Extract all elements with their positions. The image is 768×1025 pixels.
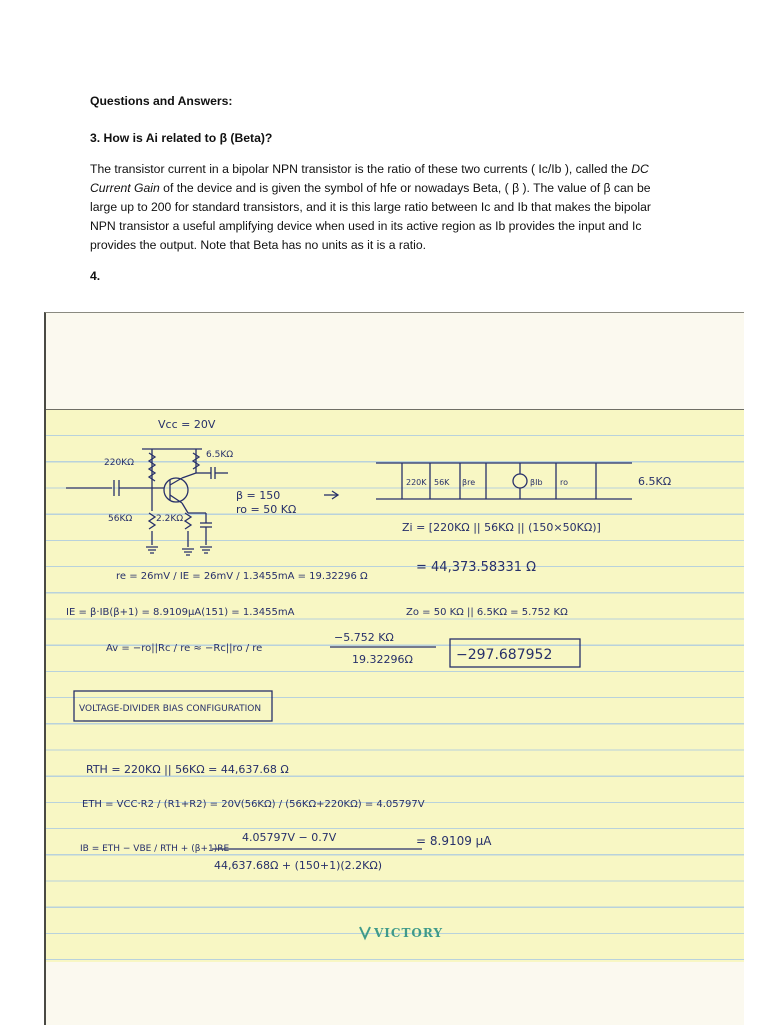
eq-ie: IE = β·IB(β+1) = 8.9109µA(151) = 1.3455mA xyxy=(66,607,295,618)
eq-ib-denominator: 44,637.68Ω + (150+1)(2.2KΩ) xyxy=(214,859,383,872)
document-text xyxy=(90,92,680,286)
eq-av-denominator: 19.32296Ω xyxy=(352,653,413,666)
answer-3-italic: DC Current Gain xyxy=(90,162,649,195)
note-re: 2.2KΩ xyxy=(156,514,184,524)
eq-eth: ETH = VCC·R2 / (R1+R2) = 20V(56KΩ) / (56KΩ+220KΩ) = 4.05797V xyxy=(82,799,425,810)
answer-3 xyxy=(90,160,680,255)
note-vcc: Vcc = 20V xyxy=(158,418,216,431)
page-heading: Questions and Answers: xyxy=(90,94,233,108)
scanned-notes xyxy=(44,312,744,1025)
note-ro: ro = 50 KΩ xyxy=(236,503,297,516)
ac-rc-label: 6.5KΩ xyxy=(638,475,672,488)
ac-r1-label: 220K xyxy=(406,478,427,487)
ac-source-label: βIb xyxy=(530,478,543,487)
note-r2: 56KΩ xyxy=(108,514,133,524)
eq-ib: IB = ETH − VBE / RTH + (β+1)RE xyxy=(80,844,230,854)
ac-r2-label: 56K xyxy=(434,478,450,487)
eq-av-value: −297.687952 xyxy=(456,647,553,663)
note-r1: 220KΩ xyxy=(104,458,134,468)
answer-3-part1: The transistor current in a bipolar NPN transistor is the ratio of these two currents ( Ic/Ib ), called the xyxy=(90,162,632,176)
ac-ro-label: ro xyxy=(560,478,569,487)
eq-ib-value: = 8.9109 µA xyxy=(416,834,492,848)
transistor-circuit-schematic xyxy=(66,449,228,555)
eq-rth: RTH = 220KΩ || 56KΩ = 44,637.68 Ω xyxy=(86,763,289,776)
eq-av: Av = −ro||Rc / re ≈ −Rc||ro / re xyxy=(106,643,263,654)
question-4: 4. xyxy=(90,269,101,283)
answer-3-part2: of the device and is given the symbol of hfe or nowadays Beta, ( β ). The value of β can be large up to 200 for standard transistors, and it is this large ratio between Ic and Ib that makes the bipolar NPN transistor a useful amplifying device when used in its active region as Ib provides the input and Ic provides the output. Note that Beta has no units as it is a ratio. xyxy=(90,181,651,252)
eq-zo: Zo = 50 KΩ || 6.5KΩ = 5.752 KΩ xyxy=(406,607,568,618)
eq-re: re = 26mV / IE = 26mV / 1.3455mA = 19.32296 Ω xyxy=(116,571,368,582)
eq-zi-value: = 44,373.58331 Ω xyxy=(416,560,537,575)
eq-zi: Zi = [220KΩ || 56KΩ || (150×50KΩ)] xyxy=(402,521,601,534)
note-beta: β = 150 xyxy=(236,489,281,502)
ac-equivalent-circuit xyxy=(324,463,632,499)
question-3: 3. How is Ai related to β (Beta)? xyxy=(90,131,273,145)
config-label: VOLTAGE-DIVIDER BIAS CONFIGURATION xyxy=(79,704,262,714)
handwritten-notes xyxy=(46,313,744,1025)
victory-logo-icon xyxy=(360,927,370,938)
victory-logo-text: VICTORY xyxy=(374,926,444,940)
ac-re-label: βre xyxy=(462,478,476,487)
eq-ib-numerator: 4.05797V − 0.7V xyxy=(242,831,337,844)
note-rc: 6.5KΩ xyxy=(206,450,234,460)
victory-logo xyxy=(358,923,448,941)
eq-av-numerator: −5.752 KΩ xyxy=(334,631,394,644)
